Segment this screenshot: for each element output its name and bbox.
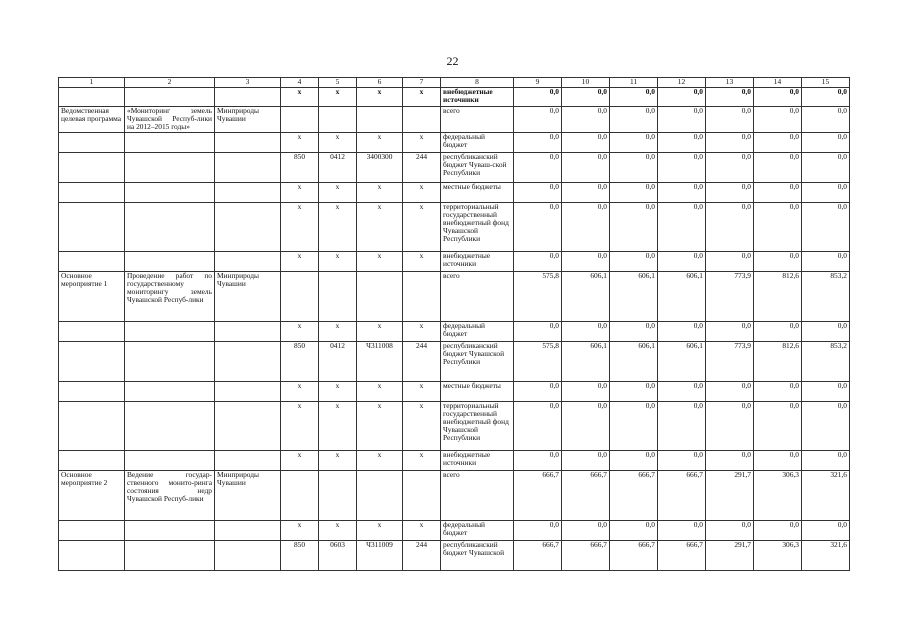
- amount-cell: 0,0: [610, 107, 658, 133]
- grbs-cell: 850: [281, 540, 319, 570]
- activity-name-cell: [125, 401, 215, 450]
- amount-cell: 0,0: [802, 88, 850, 107]
- rzpr-cell: х: [319, 321, 357, 341]
- header-cell: 2: [125, 78, 215, 88]
- grbs-cell: [281, 107, 319, 133]
- vr-cell: х: [403, 202, 441, 251]
- table-row: [59, 450, 850, 470]
- amount-cell: 0,0: [754, 202, 802, 251]
- funding-source-cell: всего: [441, 107, 514, 133]
- vr-cell: [403, 271, 441, 321]
- amount-cell: 666,7: [514, 540, 562, 570]
- funding-source-cell: республиканский бюджет Чувашской: [441, 540, 514, 570]
- amount-cell: 0,0: [658, 401, 706, 450]
- activity-type-cell: [59, 520, 125, 540]
- header-cell: 7: [403, 78, 441, 88]
- header-cell: 12: [658, 78, 706, 88]
- amount-cell: 0,0: [754, 381, 802, 401]
- csr-cell: [357, 271, 403, 321]
- amount-cell: 0,0: [514, 321, 562, 341]
- table-row: [59, 132, 850, 152]
- rzpr-cell: х: [319, 381, 357, 401]
- amount-cell: 606,1: [658, 271, 706, 321]
- rzpr-cell: [319, 470, 357, 520]
- csr-cell: х: [357, 401, 403, 450]
- activity-name-cell: [125, 182, 215, 202]
- funding-source-cell: федеральный бюджет: [441, 132, 514, 152]
- amount-cell: 0,0: [802, 202, 850, 251]
- amount-cell: 0,0: [610, 202, 658, 251]
- rzpr-cell: х: [319, 450, 357, 470]
- rzpr-cell: х: [319, 132, 357, 152]
- amount-cell: 0,0: [706, 401, 754, 450]
- activity-type-cell: [59, 540, 125, 570]
- funding-source-cell: территориальный государственный внебюджетный фонд Чувашской Республики: [441, 401, 514, 450]
- responsible-cell: Минприроды Чувашии: [215, 107, 281, 133]
- csr-cell: х: [357, 321, 403, 341]
- amount-cell: 0,0: [658, 182, 706, 202]
- vr-cell: х: [403, 450, 441, 470]
- table-row: [59, 341, 850, 381]
- amount-cell: 0,0: [754, 132, 802, 152]
- activity-type-cell: [59, 341, 125, 381]
- activity-name-cell: [125, 152, 215, 182]
- amount-cell: 0,0: [802, 401, 850, 450]
- activity-type-cell: [59, 251, 125, 271]
- amount-cell: 0,0: [658, 450, 706, 470]
- amount-cell: 0,0: [514, 520, 562, 540]
- responsible-cell: [215, 341, 281, 381]
- activity-type-cell: Основное мероприятие 1: [59, 271, 125, 321]
- table-row: [59, 321, 850, 341]
- activity-type-cell: [59, 202, 125, 251]
- vr-cell: х: [403, 132, 441, 152]
- header-cell: 3: [215, 78, 281, 88]
- activity-type-cell: [59, 381, 125, 401]
- amount-cell: 0,0: [706, 182, 754, 202]
- amount-cell: 0,0: [514, 251, 562, 271]
- amount-cell: 0,0: [562, 107, 610, 133]
- responsible-cell: [215, 450, 281, 470]
- amount-cell: 0,0: [754, 450, 802, 470]
- responsible-cell: [215, 520, 281, 540]
- responsible-cell: [215, 202, 281, 251]
- vr-cell: 244: [403, 540, 441, 570]
- activity-name-cell: [125, 321, 215, 341]
- funding-source-cell: всего: [441, 470, 514, 520]
- amount-cell: 0,0: [802, 450, 850, 470]
- amount-cell: 291,7: [706, 540, 754, 570]
- amount-cell: 0,0: [754, 88, 802, 107]
- rzpr-cell: 0603: [319, 540, 357, 570]
- amount-cell: 0,0: [514, 401, 562, 450]
- page-number: 22: [446, 54, 459, 68]
- rzpr-cell: х: [319, 202, 357, 251]
- amount-cell: 0,0: [610, 251, 658, 271]
- amount-cell: 0,0: [706, 132, 754, 152]
- amount-cell: 291,7: [706, 470, 754, 520]
- funding-source-cell: местные бюджеты: [441, 381, 514, 401]
- vr-cell: 244: [403, 152, 441, 182]
- amount-cell: 0,0: [562, 202, 610, 251]
- grbs-cell: 850: [281, 341, 319, 381]
- amount-cell: 812,6: [754, 341, 802, 381]
- header-cell: 10: [562, 78, 610, 88]
- amount-cell: 0,0: [610, 88, 658, 107]
- amount-cell: 0,0: [610, 182, 658, 202]
- vr-cell: х: [403, 401, 441, 450]
- activity-type-cell: Ведомственная целевая программа: [59, 107, 125, 133]
- activity-type-cell: [59, 401, 125, 450]
- amount-cell: 0,0: [514, 381, 562, 401]
- amount-cell: 0,0: [754, 152, 802, 182]
- amount-cell: 0,0: [706, 107, 754, 133]
- amount-cell: 0,0: [658, 132, 706, 152]
- vr-cell: 244: [403, 341, 441, 381]
- amount-cell: 0,0: [802, 321, 850, 341]
- amount-cell: 0,0: [562, 520, 610, 540]
- amount-cell: 773,9: [706, 271, 754, 321]
- amount-cell: 0,0: [562, 182, 610, 202]
- amount-cell: 0,0: [562, 88, 610, 107]
- csr-cell: х: [357, 182, 403, 202]
- amount-cell: 0,0: [706, 202, 754, 251]
- csr-cell: х: [357, 450, 403, 470]
- activity-name-cell: [125, 88, 215, 107]
- budget-table: [58, 77, 850, 571]
- activity-name-cell: [125, 132, 215, 152]
- header-cell: 8: [441, 78, 514, 88]
- activity-name-cell: Ведение государ-ственного монито-ринга состояния недр Чувашской Респуб-лики: [125, 470, 215, 520]
- responsible-cell: [215, 321, 281, 341]
- amount-cell: 0,0: [562, 321, 610, 341]
- amount-cell: 306,3: [754, 470, 802, 520]
- activity-type-cell: [59, 450, 125, 470]
- amount-cell: 0,0: [706, 88, 754, 107]
- header-cell: 4: [281, 78, 319, 88]
- amount-cell: 0,0: [802, 381, 850, 401]
- amount-cell: 606,1: [658, 341, 706, 381]
- amount-cell: 0,0: [658, 152, 706, 182]
- amount-cell: 0,0: [610, 401, 658, 450]
- table-row: [59, 182, 850, 202]
- csr-cell: х: [357, 251, 403, 271]
- amount-cell: 0,0: [802, 107, 850, 133]
- amount-cell: 0,0: [802, 132, 850, 152]
- grbs-cell: х: [281, 132, 319, 152]
- amount-cell: 666,7: [514, 470, 562, 520]
- amount-cell: 0,0: [658, 202, 706, 251]
- activity-name-cell: [125, 251, 215, 271]
- grbs-cell: 850: [281, 152, 319, 182]
- funding-source-cell: внебюджетные источники: [441, 450, 514, 470]
- vr-cell: х: [403, 520, 441, 540]
- amount-cell: 0,0: [514, 88, 562, 107]
- responsible-cell: [215, 401, 281, 450]
- amount-cell: 666,7: [562, 540, 610, 570]
- amount-cell: 0,0: [514, 202, 562, 251]
- csr-cell: х: [357, 520, 403, 540]
- header-cell: 1: [59, 78, 125, 88]
- amount-cell: 0,0: [562, 132, 610, 152]
- amount-cell: 0,0: [754, 107, 802, 133]
- activity-name-cell: [125, 540, 215, 570]
- grbs-cell: [281, 271, 319, 321]
- amount-cell: 606,1: [562, 271, 610, 321]
- responsible-cell: [215, 381, 281, 401]
- grbs-cell: х: [281, 251, 319, 271]
- amount-cell: 0,0: [514, 182, 562, 202]
- amount-cell: 321,6: [802, 540, 850, 570]
- amount-cell: 0,0: [754, 182, 802, 202]
- amount-cell: 0,0: [514, 132, 562, 152]
- amount-cell: 575,8: [514, 271, 562, 321]
- activity-name-cell: [125, 520, 215, 540]
- amount-cell: 606,1: [562, 341, 610, 381]
- csr-cell: 3400300: [357, 152, 403, 182]
- activity-name-cell: [125, 202, 215, 251]
- amount-cell: 321,6: [802, 470, 850, 520]
- amount-cell: 0,0: [610, 450, 658, 470]
- table-row: [59, 88, 850, 107]
- funding-source-cell: федеральный бюджет: [441, 520, 514, 540]
- funding-source-cell: внебюджетные источники: [441, 251, 514, 271]
- rzpr-cell: 0412: [319, 152, 357, 182]
- csr-cell: [357, 470, 403, 520]
- grbs-cell: х: [281, 520, 319, 540]
- amount-cell: 0,0: [658, 321, 706, 341]
- vr-cell: [403, 107, 441, 133]
- amount-cell: 0,0: [610, 381, 658, 401]
- activity-type-cell: [59, 132, 125, 152]
- amount-cell: 666,7: [562, 470, 610, 520]
- vr-cell: х: [403, 251, 441, 271]
- csr-cell: х: [357, 381, 403, 401]
- activity-type-cell: [59, 152, 125, 182]
- vr-cell: х: [403, 182, 441, 202]
- responsible-cell: [215, 132, 281, 152]
- rzpr-cell: х: [319, 88, 357, 107]
- amount-cell: 0,0: [802, 251, 850, 271]
- amount-cell: 0,0: [706, 152, 754, 182]
- amount-cell: 0,0: [802, 520, 850, 540]
- amount-cell: 0,0: [562, 251, 610, 271]
- grbs-cell: х: [281, 321, 319, 341]
- csr-cell: х: [357, 132, 403, 152]
- csr-cell: Ч311009: [357, 540, 403, 570]
- header-row: [59, 78, 850, 88]
- grbs-cell: х: [281, 202, 319, 251]
- grbs-cell: [281, 470, 319, 520]
- table-row: [59, 520, 850, 540]
- amount-cell: 0,0: [706, 520, 754, 540]
- table-row: [59, 107, 850, 133]
- amount-cell: 666,7: [610, 470, 658, 520]
- amount-cell: 0,0: [802, 182, 850, 202]
- funding-source-cell: республиканский бюджет Чувашской Республики: [441, 341, 514, 381]
- amount-cell: 0,0: [610, 321, 658, 341]
- activity-type-cell: [59, 321, 125, 341]
- activity-type-cell: Основное мероприятие 2: [59, 470, 125, 520]
- amount-cell: 0,0: [706, 251, 754, 271]
- amount-cell: 0,0: [562, 450, 610, 470]
- amount-cell: 666,7: [658, 540, 706, 570]
- header-cell: 11: [610, 78, 658, 88]
- amount-cell: 0,0: [754, 401, 802, 450]
- grbs-cell: х: [281, 381, 319, 401]
- amount-cell: 0,0: [706, 450, 754, 470]
- table-row: [59, 540, 850, 570]
- rzpr-cell: х: [319, 520, 357, 540]
- table-row: [59, 251, 850, 271]
- vr-cell: х: [403, 321, 441, 341]
- rzpr-cell: [319, 271, 357, 321]
- grbs-cell: х: [281, 450, 319, 470]
- responsible-cell: [215, 540, 281, 570]
- amount-cell: 0,0: [514, 107, 562, 133]
- responsible-cell: Минприроды Чувашии: [215, 470, 281, 520]
- amount-cell: 812,6: [754, 271, 802, 321]
- amount-cell: 0,0: [754, 251, 802, 271]
- rzpr-cell: [319, 107, 357, 133]
- amount-cell: 666,7: [658, 470, 706, 520]
- header-cell: 9: [514, 78, 562, 88]
- rzpr-cell: х: [319, 401, 357, 450]
- activity-type-cell: [59, 182, 125, 202]
- csr-cell: [357, 107, 403, 133]
- amount-cell: 0,0: [706, 381, 754, 401]
- csr-cell: Ч311008: [357, 341, 403, 381]
- responsible-cell: [215, 251, 281, 271]
- amount-cell: 0,0: [754, 520, 802, 540]
- activity-name-cell: Проведение работ по государственному мониторингу земель Чувашской Респуб-лики: [125, 271, 215, 321]
- amount-cell: 0,0: [754, 321, 802, 341]
- amount-cell: 0,0: [658, 251, 706, 271]
- funding-source-cell: территориальный государственный внебюджетный фонд Чувашской Республики: [441, 202, 514, 251]
- vr-cell: х: [403, 381, 441, 401]
- activity-type-cell: [59, 88, 125, 107]
- activity-name-cell: «Мониторинг земель Чувашской Респуб-лики на 2012–2015 годы»: [125, 107, 215, 133]
- funding-source-cell: федеральный бюджет: [441, 321, 514, 341]
- csr-cell: х: [357, 202, 403, 251]
- responsible-cell: [215, 152, 281, 182]
- amount-cell: 773,9: [706, 341, 754, 381]
- grbs-cell: х: [281, 401, 319, 450]
- rzpr-cell: 0412: [319, 341, 357, 381]
- amount-cell: 666,7: [610, 540, 658, 570]
- responsible-cell: [215, 88, 281, 107]
- amount-cell: 306,3: [754, 540, 802, 570]
- amount-cell: 853,2: [802, 341, 850, 381]
- table-row: [59, 152, 850, 182]
- vr-cell: [403, 470, 441, 520]
- amount-cell: 0,0: [514, 152, 562, 182]
- amount-cell: 0,0: [802, 152, 850, 182]
- activity-name-cell: [125, 450, 215, 470]
- table-row: [59, 271, 850, 321]
- activity-name-cell: [125, 341, 215, 381]
- grbs-cell: х: [281, 88, 319, 107]
- funding-source-cell: местные бюджеты: [441, 182, 514, 202]
- amount-cell: 0,0: [562, 401, 610, 450]
- funding-source-cell: всего: [441, 271, 514, 321]
- header-cell: 15: [802, 78, 850, 88]
- responsible-cell: [215, 182, 281, 202]
- amount-cell: 575,8: [514, 341, 562, 381]
- amount-cell: 0,0: [562, 152, 610, 182]
- table-row: [59, 470, 850, 520]
- amount-cell: 606,1: [610, 341, 658, 381]
- grbs-cell: х: [281, 182, 319, 202]
- rzpr-cell: х: [319, 251, 357, 271]
- vr-cell: х: [403, 88, 441, 107]
- table-row: [59, 401, 850, 450]
- amount-cell: 0,0: [658, 381, 706, 401]
- activity-name-cell: [125, 381, 215, 401]
- amount-cell: 0,0: [658, 520, 706, 540]
- header-cell: 13: [706, 78, 754, 88]
- csr-cell: х: [357, 88, 403, 107]
- amount-cell: 0,0: [610, 520, 658, 540]
- amount-cell: 0,0: [706, 321, 754, 341]
- amount-cell: 0,0: [658, 107, 706, 133]
- header-cell: 6: [357, 78, 403, 88]
- amount-cell: 853,2: [802, 271, 850, 321]
- amount-cell: 0,0: [562, 381, 610, 401]
- table-row: [59, 381, 850, 401]
- amount-cell: 0,0: [610, 132, 658, 152]
- funding-source-cell: республиканский бюджет Чуваш-ской Республики: [441, 152, 514, 182]
- table-row: [59, 202, 850, 251]
- amount-cell: 0,0: [514, 450, 562, 470]
- rzpr-cell: х: [319, 182, 357, 202]
- amount-cell: 0,0: [610, 152, 658, 182]
- responsible-cell: Минприроды Чувашии: [215, 271, 281, 321]
- amount-cell: 606,1: [610, 271, 658, 321]
- header-cell: 5: [319, 78, 357, 88]
- funding-source-cell: внебюджетные источники: [441, 88, 514, 107]
- header-cell: 14: [754, 78, 802, 88]
- amount-cell: 0,0: [658, 88, 706, 107]
